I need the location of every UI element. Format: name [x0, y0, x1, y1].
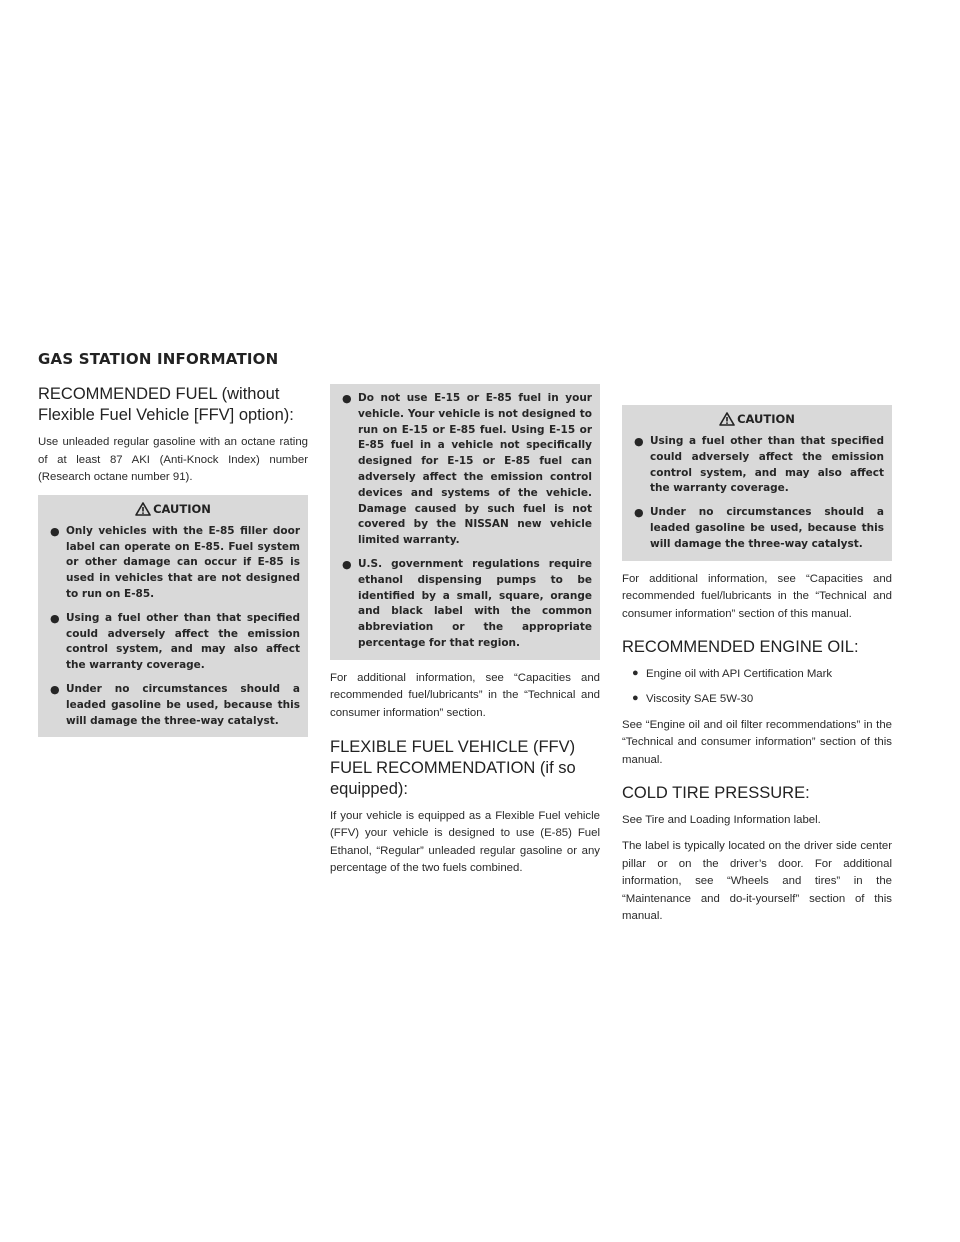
bullet-icon: ● [632, 691, 639, 704]
additional-info-text: For additional information, see “Capacities and recommended fuel/lubricants” in the “Technical and consumer information” section. [330, 671, 600, 719]
bullet-icon: ● [632, 667, 639, 680]
caution-item: ● U.S. government regulations require ethanol dispensing pumps to be identified by a small, square, orange and black label with the common abbreviation or the appropriate percentage for that region. [342, 557, 592, 649]
caution-list [630, 434, 884, 553]
tire-pressure-text: See Tire and Loading Information label. [622, 814, 821, 827]
list-item: ● Viscosity SAE 5W-30 [632, 691, 754, 705]
caution-list [338, 391, 592, 652]
engine-oil-text: See “Engine oil and oil filter recommendations” in the “Technical and consumer information” section of this manual. [622, 718, 892, 766]
warning-triangle-icon [135, 502, 151, 516]
caution-item: ● Under no circumstances should a leaded gasoline be used, because this will damage the three-way catalyst. [634, 506, 884, 550]
bullet-icon: ● [50, 524, 60, 538]
column-left [38, 384, 308, 747]
caution-box-fuel [38, 495, 308, 738]
tire-pressure-title: COLD TIRE PRESSURE: [622, 784, 810, 803]
bullet-icon: ● [342, 557, 352, 571]
bullet-icon: ● [342, 392, 352, 405]
bullet-icon: ● [634, 435, 644, 448]
column-right [622, 384, 892, 934]
additional-info-text: For additional information, see “Capacities and recommended fuel/lubricants in the “Technical and consumer information” section of this manual. [622, 572, 892, 620]
page-heading: GAS STATION INFORMATION [38, 350, 279, 368]
tire-label-text: The label is typically located on the driver side center pillar or on the driver’s door. For additional information, see “Wheels and tires” in the “Maintenance and do-it-yourself” section of this manual. [622, 839, 892, 923]
ffv-title: FLEXIBLE FUEL VEHICLE (FFV) FUEL RECOMMENDATION (if so equipped): [330, 737, 576, 798]
caution-box-continued [330, 384, 600, 660]
engine-oil-list [622, 666, 892, 708]
caution-label: CAUTION [153, 501, 211, 516]
caution-item: ● Under no circumstances should a leaded gasoline be used, because this will damage the three-way catalyst. [50, 682, 300, 727]
caution-item: ● Only vehicles with the E-85 filler door label can operate on E-85. Fuel system or other damage can occur if E-85 is used in vehicles that are not designed to run on E-85. [50, 524, 300, 600]
column-middle [330, 384, 600, 886]
caution-item: ● Do not use E-15 or E-85 fuel in your vehicle. Your vehicle is not designed to run on E-15 or E-85 fuel. Using E-15 or E-85 fuel in a vehicle not specifically designed for E-15 or E-85 fuel can adversely affect the emission control devices and systems of the vehicle. Damage caused by such fuel is not covered by the NISSAN new vehicle limited warranty. [342, 392, 592, 547]
caution-list [46, 524, 300, 730]
warning-triangle-icon [719, 412, 735, 426]
caution-item: ● Using a fuel other than that specified could adversely affect the emission control system, and may also affect the warranty coverage. [634, 435, 884, 495]
caution-item: ● Using a fuel other than that specified could adversely affect the emission control system, and may also affect the warranty coverage. [50, 611, 300, 672]
recommended-fuel-text: Use unleaded regular gasoline with an octane rating of at least 87 AKI (Anti-Knock Index) number (Research octane number 91). [38, 436, 308, 484]
ffv-text: If your vehicle is equipped as a Flexible Fuel vehicle (FFV) your vehicle is designed to use (E-85) Fuel Ethanol, “Regular” unleaded regular gasoline or any percentage of the two fuels combined. [330, 809, 600, 875]
list-item: ● Engine oil with API Certification Mark [632, 667, 833, 681]
engine-oil-title: RECOMMENDED ENGINE OIL: [622, 638, 859, 657]
caution-header [630, 412, 884, 426]
recommended-fuel-title: RECOMMENDED FUEL (without Flexible Fuel Vehicle [FFV] option): [38, 385, 294, 424]
bullet-icon: ● [50, 611, 60, 625]
caution-box-fuel-2 [622, 405, 892, 561]
bullet-icon: ● [50, 682, 60, 696]
caution-label: CAUTION [737, 412, 795, 426]
bullet-icon: ● [634, 506, 644, 520]
caution-header [46, 502, 300, 516]
